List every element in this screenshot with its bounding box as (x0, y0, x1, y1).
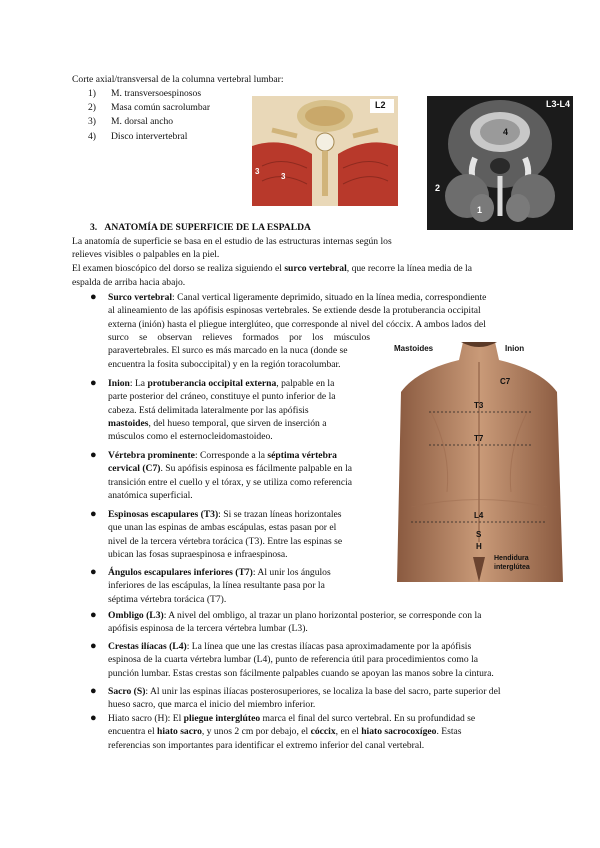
bullet-icon: ● (90, 508, 97, 520)
label-hendidura: Hendidura (494, 555, 529, 562)
bullet-icon: ● (90, 609, 97, 621)
back-surface-anatomy-image (391, 342, 567, 582)
bullet-vertebra-prominente: Vértebra prominente: Corresponde a la séptima vértebra cervical (C7). Su apófisis espinosa es fácilmente palpable en la transición entre el cuello y el tórax, y se utiliza como referencia anatómica superficial. (108, 450, 353, 501)
label-interglutea: interglútea (494, 564, 530, 571)
figure-caption: Corte axial/transversal de la columna vertebral lumbar: (72, 74, 284, 85)
paragraph-line: relieves visibles o palpables en la piel. (72, 249, 220, 260)
label-3-left: 3 (255, 167, 260, 176)
label-c7: C7 (500, 377, 511, 386)
paragraph-line: El examen bioscópico del dorso se realiza siguiendo el surco vertebral, que recorre la línea media de la (72, 263, 472, 274)
muscle-list (88, 87, 210, 144)
bullet-angulos-escapulares: Ángulos escapulares inferiores (T7): Al unir los ángulos inferiores de las escápulas, la línea resultante pasa por la séptima vértebra torácica (T7). (108, 567, 331, 605)
label-mastoides: Mastoides (394, 344, 434, 353)
bullet-icon: ● (90, 449, 97, 461)
bullet-icon: ● (90, 640, 97, 652)
list-item: 4) Disco intervertebral (88, 130, 188, 142)
bullet-icon: ● (90, 685, 97, 697)
paragraph-line: espalda de arriba hacia abajo. (72, 277, 186, 288)
bullet-inion: Inion: La protuberancia occipital externa, palpable en la parte posterior del cráneo, constituye el punto inferior de la cabeza. Está delimitada lateralmente por las apófisis mastoides, del hueso temporal, que sirven de inserción a músculos como el esternocleidomastoideo. (108, 378, 336, 443)
label-4: 4 (503, 127, 509, 137)
label-2: 2 (435, 183, 441, 193)
level-badge: L3-L4 (545, 99, 570, 109)
bullet-sacro: Sacro (S): Al unir las espinas ilíacas posterosuperiores, se localiza la base del sacro, parte superior del hueso sacro, que marca el inicio del miembro inferior. (108, 686, 501, 711)
label-1: 1 (477, 205, 483, 215)
level-badge: L2 (375, 100, 386, 110)
list-item: 1) M. transversoespinosos (88, 88, 202, 99)
anatomical-section-image (252, 96, 398, 206)
bullet-surco-continued: surco se observan relieves formados por los músculos paravertebrales. El surco es más marcado en la nuca (donde se encuentra la fosita suboccipital) y en la región toracolumbar. (108, 332, 370, 370)
list-item: 2) Masa común sacrolumbar (88, 102, 211, 114)
bullet-hiato-sacro: Hiato sacro (H): El pliegue interglúteo marca el final del surco vertebral. En su profundidad se encuentra el hiato sacro, y unos 2 cm por debajo, el cóccix, en el hiato sacrocoxígeo. Estas referencias son importantes para identificar el extremo inferior del canal vertebral. (108, 713, 476, 751)
label-s: S (476, 530, 482, 539)
label-t3: T3 (474, 401, 484, 410)
label-l4: L4 (474, 511, 484, 520)
section-heading: 3. ANATOMÍA DE SUPERFICIE DE LA ESPALDA (90, 222, 311, 233)
label-inion: Inion (505, 344, 525, 353)
list-item: 3) M. dorsal ancho (88, 116, 174, 128)
bullet-icon: ● (90, 377, 97, 389)
label-h: H (476, 542, 482, 551)
label-3-right: 3 (281, 172, 286, 181)
bullet-ombligo: Ombligo (L3): A nivel del ombligo, al trazar un plano horizontal posterior, se corresponde con la apófisis espinosa de la tercera vértebra lumbar (L3). (108, 610, 482, 635)
paragraph-line: La anatomía de superficie se basa en el estudio de las estructuras internas según los (72, 236, 392, 247)
bullet-icon: ● (90, 291, 97, 303)
bullet-icon: ● (90, 566, 97, 578)
bullet-crestas-iliacas: Crestas ilíacas (L4): La línea que une las crestas ilíacas pasa aproximadamente por la apófisis espinosa de la cuarta vértebra lumbar (L4), punto de referencia útil para procedimientos como la punción lumbar. Estas crestas son fácilmente palpables cuando se apoyan las manos sobre la cintura. (108, 641, 494, 679)
ct-scan-image (427, 96, 573, 230)
bullet-espinosas-escapulares: Espinosas escapulares (T3): Si se trazan líneas horizontales que unan las espinas de ambas escápulas, estas pasan por el nivel de la tercera vértebra torácica (T3). Entre las espinas se ubican las fosas supraespinosa e infraespinosa. (108, 509, 343, 560)
label-t7: T7 (474, 434, 484, 443)
bullet-surco-vertebral: Surco vertebral: Canal vertical ligeramente deprimido, situado en la línea media, correspondiente al alineamiento de las apófisis espinosas vertebrales. Se extiende desde la protuberancia occipital externa (inión) hasta el pliegue interglúteo, que corresponde al nivel del cóccix. A ambos lados del (108, 292, 487, 330)
bullet-icon: ● (90, 712, 97, 724)
